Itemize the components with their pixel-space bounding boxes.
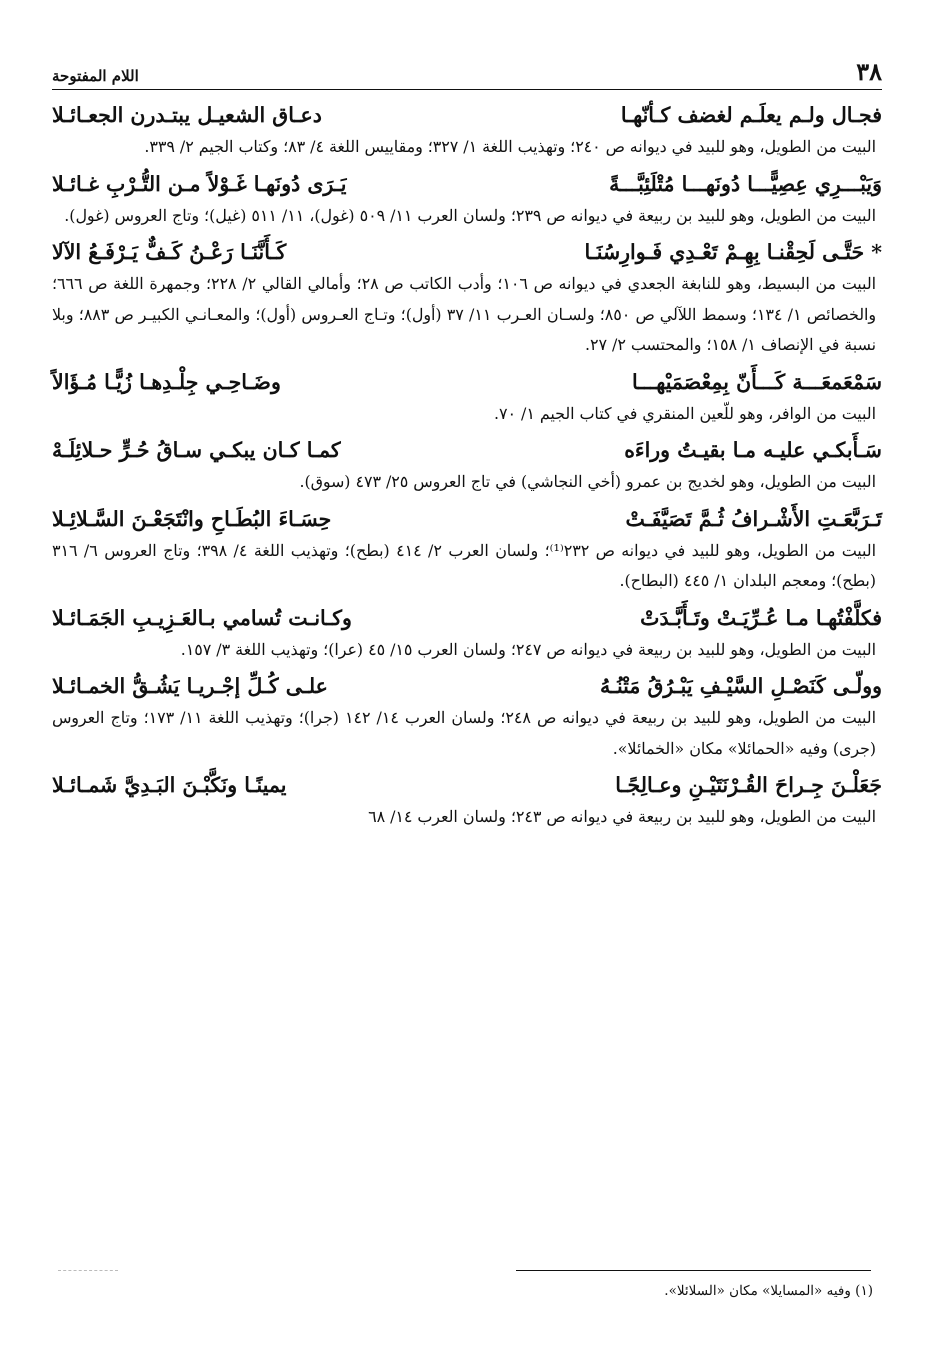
- verse-line: [52, 235, 882, 269]
- verse-first-hemistich: وَيَبْـــرِي عِصِيًّـــا دُونَهـــا مُتْلَئِبَّـــةً: [609, 171, 882, 196]
- verse-entry: [52, 98, 882, 163]
- verse-second-hemistich: وضَـاحِـي جِلْـدِهـا زُيًّـا مُـؤَالاً: [52, 369, 281, 394]
- verse-source-note: البيت من الطويل، وهو للبيد في ديوانه ص ٢٣٢⁽¹⁾؛ ولسان العرب ٢/ ٤١٤ (بطح)؛ وتهذيب اللغة ٤/ ٣٩٨؛ وتاج العروس ٦/ ٣١٦ (بطح)؛ ومعجم البلدان ١/ ٤٤٥ (البطاح).: [52, 540, 877, 590]
- verse-line: [52, 365, 882, 399]
- verse-first-hemistich: سَمْعَمعَـــة كَـــأَنّ بِمِعْصَمَيْهـــا: [632, 369, 882, 394]
- verse-entry: [52, 768, 882, 833]
- verse-source-note: البيت من الطويل، وهو للبيد في ديوانه ص ٢٤٠؛ وتهذيب اللغة ١/ ٣٢٧؛ ومقاييس اللغة ٤/ ٨٣؛ وكتاب الجيم ٢/ ٣٣٩.: [144, 137, 876, 156]
- verse-first-hemistich: فكلَّفْتُهـا مـا عُـرِّيَـتْ وتَـأَبَّـدَتْ: [640, 605, 882, 630]
- verse-source-note: البيت من الطويل، وهو لخديج بن عمرو (أخي النجاشي) في تاج العروس ٢٥/ ٤٧٣ (سوق).: [299, 472, 876, 491]
- verse-line: [52, 433, 882, 467]
- footnote: (١) وفيه «المسايلا» مكان «السلائلا».: [664, 1283, 873, 1299]
- verse-entry: [52, 167, 882, 232]
- verse-entry: [52, 433, 882, 498]
- verse-source-note: البيت من الطويل، وهو للبيد بن ربيعة في ديوانه ص ٢٣٩؛ ولسان العرب ١١/ ٥٠٩ (غول)، ١١/ ٥١١ (غيل)؛ وتاج العروس (غول).: [64, 205, 876, 225]
- verse-second-hemistich: حِسَـاءَ البُطَـاحِ وانْتَجَعْـنَ السَّـلائِـلا: [52, 506, 332, 531]
- verse-first-hemistich: فجـال ولـم يعلَـم لغضف كـأنّهـا: [620, 103, 882, 127]
- verse-entry: [52, 502, 882, 597]
- verse-second-hemistich: وكـانـت تُسامي بـالعَـزِيـبِ الجَمَـائـلا: [52, 605, 352, 630]
- verse-source-note: البيت من الطويل، وهو للبيد بن ربيعة في ديوانه ص ٢٤٧؛ ولسان العرب ١٥/ ٤٥ (عرا)؛ وتهذيب اللغة ٣/ ١٥٧.: [180, 639, 876, 659]
- verse-line: [52, 768, 882, 802]
- verse-first-hemistich: وولّـى كَنَصْـلِ السَّيْـفِ يَبْـرُقُ مَتْنُـهُ: [599, 674, 882, 698]
- verse-second-hemistich: كَـأَنَّنَـا رَعْـنُ كَـفٌّ يَـرْفَـعُ الآلا: [52, 240, 287, 264]
- running-title: اللام المفتوحة: [52, 67, 139, 85]
- verse-source-note: البيت من الوافر، وهو للّعين المنقري في كتاب الجيم ١/ ٧٠.: [493, 403, 876, 423]
- verse-first-hemistich: سَـأَبكـي عليـه مـا بقيـتُ وراءَه: [624, 438, 882, 462]
- verse-entry: [52, 601, 882, 666]
- margin-mark: [58, 1270, 118, 1271]
- verse-second-hemistich: كمـا كـان يبكـي سـاقُ حُـرٍّ حـلائِلَـهْ: [52, 438, 341, 462]
- verse-source-note: البيت من الطويل، وهو للبيد بن ربيعة في ديوانه ص ٢٤٣؛ ولسان العرب ١٤/ ٦٨: [368, 807, 876, 826]
- verse-entry: [52, 365, 882, 430]
- page: [52, 58, 882, 833]
- verse-line: [52, 98, 882, 132]
- verse-line: [52, 167, 882, 201]
- verse-second-hemistich: علـى كُـلِّ إجْـريـا يَشُـقُّ الخمـائـلا: [52, 674, 328, 698]
- verse-first-hemistich: تَـرَبَّعَـتِ الأَشْـرافُ ثُـمَّ تَصَيَّفَـتْ: [625, 506, 882, 531]
- verse-line: [52, 502, 882, 536]
- page-header: [52, 58, 882, 90]
- verse-source-note: البيت من الطويل، وهو للبيد بن ربيعة في ديوانه ص ٢٤٨؛ ولسان العرب ١٤/ ١٤٢ (جرا)؛ وتهذيب اللغة ١١/ ١٧٣؛ وتاج العروس (جرى) وفيه «الحمائلا» مكان «الخمائلا».: [52, 708, 876, 758]
- verse-entry: [52, 669, 882, 764]
- verse-first-hemistich: * حَتَّـى لَحِقْنـا بِهِـمْ تَعْـدِي فَـوارِسُنَـا: [584, 240, 882, 264]
- verse-source-note: البيت من البسيط، وهو للنابغة الجعدي في ديوانه ص ١٠٦؛ وأدب الكاتب ص ٢٨؛ وأمالي القالي ٢/ ٢٢٨؛ وجمهرة اللغة ص ٦٦٦؛ والخصائص ١/ ١٣٤؛ وسمط اللآلي ص ٨٥٠؛ ولسـان العـرب ١١/ ٣٧ (أول)؛ وتـاج العـروس (أول)؛ والمعـانـي الكبيـر ص ٨٨٣؛ وبلا نسبة في الإنصاف ١/ ١٥٨؛ والمحتسب ٢/ ٢٧.: [52, 274, 877, 354]
- page-number: ٣٨: [856, 57, 882, 86]
- verse-second-hemistich: دعـاق الشعيـل يبتـدرن الجعـائـلا: [52, 103, 322, 127]
- verse-line: [52, 601, 882, 635]
- verse-first-hemistich: جَعَلْـنَ جِـراحَ القُـرْنَتَيْـنِ وعـالِجًـا: [615, 773, 882, 797]
- verse-second-hemistich: يمينًـا ونَكَّبْـنَ البَـدِيَّ شَمـائـلا: [52, 773, 287, 797]
- verse-second-hemistich: يَـرَى دُونَهـا غَـوْلاً مـن التُّـرْبِ غـائـلا: [52, 171, 347, 196]
- verse-entry: [52, 235, 882, 361]
- verse-line: [52, 669, 882, 703]
- footnote-rule: [516, 1270, 871, 1271]
